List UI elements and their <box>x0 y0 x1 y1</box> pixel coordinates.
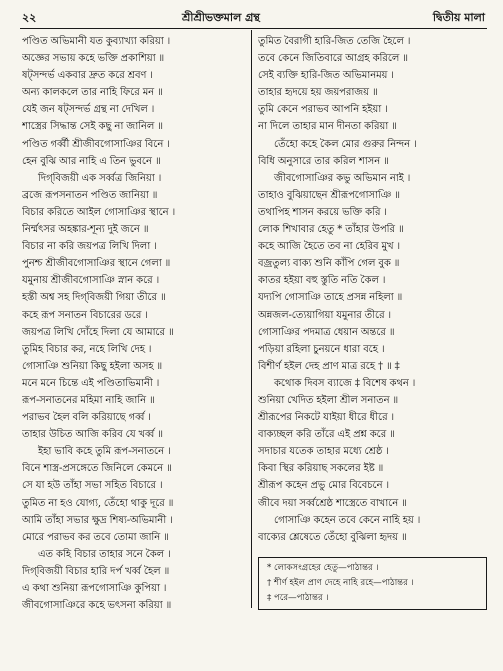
verse-line: বিচার করিতে আইল গোসাঞির স্থানে । <box>22 206 176 218</box>
verse-line: আমি তাঁহা সভার ক্ষুদ্র শিষ্য-অভিমানী । <box>22 514 173 526</box>
verse-line: পণ্ডিত গর্ব্বী শ্রীজীবগোসাঞির বিনে । <box>22 138 170 150</box>
verse-line: বিচার না করি জয়পত্র লিখি দিলা । <box>22 241 157 253</box>
page-number: ২২ <box>22 11 37 24</box>
verse-line: শুনিয়া খেদিত হইলা শ্রীল সনাতন ॥ <box>258 394 399 406</box>
right-column <box>258 33 488 546</box>
footnote: ‡ পরে—পাঠান্তর । <box>267 593 329 603</box>
verse-line: তুমিহ বিচার কর, নহে লিখি দেহ । <box>22 343 152 355</box>
verse-line: যদ্যপি গোসাঞি তাহে প্রসন্ন নহিলা ॥ <box>258 292 403 304</box>
left-column <box>22 33 252 614</box>
verse-line: এত কহি বিচার তাহার সনে কৈল । <box>38 548 171 560</box>
verse-line: মনে মনে চিন্তে এই পণ্ডিতাভিমানী । <box>22 377 160 389</box>
verse-line: তাহাও বুঝিয়াছেন শ্রীরূপগোসাঞি ॥ <box>258 189 400 201</box>
verse-line: বাক্যের শ্লেষেতে তেঁহো বুঝিলা হৃদয় ॥ <box>258 531 407 543</box>
verse-line: তাহার উচিত আজি করিব যে খর্ব্ব ॥ <box>22 429 163 441</box>
footnote: * লোকসংগ্রহের হেতু—পাঠান্তর । <box>267 563 379 573</box>
verse-line: জয়পত্র লিখি দোঁহে দিলা যে আমারে ॥ <box>22 326 174 338</box>
verse-line: পড়িয়া রহিলা চুনয়নে ধারা বহে । <box>258 343 385 355</box>
verse-line: লোক শিখাবার হেতু * তাঁহার উপরি ॥ <box>258 224 404 236</box>
verse-line: বাক্যচ্ছল করি তাঁরে এই প্রশ্ন করে ॥ <box>258 429 395 441</box>
verse-line: শ্রীরূপের নিকটে যাইয়া ধীরে ধীরে । <box>258 412 394 424</box>
verse-line: তথাপিহ শাসন করয়ে ভক্তি করি । <box>258 206 387 218</box>
verse-line: ব্রজে রূপসনাতন পণ্ডিত জানিয়া ॥ <box>22 189 158 201</box>
verse-line: গোসাঞি শুনিয়া কিছু হইলা অসহ ॥ <box>22 360 163 372</box>
header-rule <box>20 28 487 29</box>
verse-line: তুমি কেনে পরাভব আপনি হইয়া । <box>258 104 388 116</box>
verse-line: অজ্ঞের সভায় কহে ভক্তি প্রকাশিয়া ॥ <box>22 53 165 65</box>
verse-line: হেন বুঝি আর নাহি এ তিন ভুবনে ॥ <box>22 155 161 167</box>
verse-line: নির্ম্মৎসর অহঙ্কার-শূন্য দুই জনে ॥ <box>22 224 149 236</box>
verse-line: মোরে পরাভব কর তবে তোমা জানি ॥ <box>22 531 169 543</box>
verse-line: শ্রীরূপ কহেন প্রভু মোর বিবেচনে । <box>258 480 389 492</box>
verse-line: গোসাঞি কহেন তবে কেনে নাহি হয় । <box>274 514 421 526</box>
verse-line: জীবগোসাঞির কভু অভিমান নাই । <box>274 172 411 184</box>
verse-line: গোসাঞির পদমাত্র ধেয়ান অন্তরে ॥ <box>258 326 395 338</box>
verse-line: কথোক দিবস ব্যাজে ‡ বিশেষ কথন । <box>274 377 416 389</box>
verse-line: হস্তী অশ্ব সহ দিগ্‌বিজয়ী গিয়া তীরে ॥ <box>22 292 166 304</box>
verse-line: অন্য কালকলে তার নাহি ফিরে মন ॥ <box>22 87 163 99</box>
verse-line: কিবা স্থির করিয়াছ সকলের ইষ্ট ॥ <box>258 463 384 475</box>
verse-line: রূপ-সনাতনের মহিমা নাহি জানি ॥ <box>22 394 155 406</box>
verse-line: বিধি অনুসারে তার করিল শাসন ॥ <box>258 155 389 167</box>
verse-line: সে যা হউ তাঁহা সভা সহিত বিচারে । <box>22 480 163 492</box>
verse-line: তেঁহো কহে কৈল মোর গুরুর নিন্দন । <box>274 138 417 150</box>
verse-line: বজ্রতুল্য বাক্য শুনি কাঁপি গেল বুক ॥ <box>258 258 400 270</box>
verse-line: অন্নজল-ত্যেয়াগিয়া যমুনার তীরে । <box>258 309 391 321</box>
verse-line: কহে আজি হৈতে তব না হেরিব মুখ । <box>258 241 400 253</box>
verse-line: বিনে শাস্ত্র-প্রসঙ্গেতে জিনিলে কেমনে ॥ <box>22 463 172 475</box>
verse-line: জীবে দয়া সর্ব্বশ্রেষ্ঠ শাস্ত্রেতে বাখানে ॥ <box>258 497 407 509</box>
verse-line: না দিলে তাহার মান দীনতা করিয়া ॥ <box>258 121 397 133</box>
verse-line: পরাভব হৈল বলি করিয়াছে গর্ব্ব । <box>22 412 151 424</box>
verse-line: তাহার হৃদয়ে হয় জয়পরাজয় ॥ <box>258 87 378 99</box>
verse-line: শাস্ত্রের সিদ্ধান্ত সেই কছু না জানিল ॥ <box>22 121 163 133</box>
running-title: শ্রীশ্রীভক্তমাল গ্রন্থ <box>182 11 260 24</box>
verse-line: দিগ্‌বিজয়ী এক সর্ব্বত্র জিনিয়া । <box>38 172 162 184</box>
verse-line: দিগ্‌বিজয়ী বিচার হারি দর্প খর্ব্ব হৈল ॥ <box>22 565 170 577</box>
footnote-box <box>258 557 487 610</box>
footnote: † শীর্ণ হইল প্রাণ দেহে নাহি রহে—পাঠান্তর । <box>267 578 414 588</box>
verse-line: সদাচার যতেক তাহার মধ্যে শ্রেষ্ঠ । <box>258 446 389 458</box>
verse-line: বিশীর্ণ হইল দেহ প্রাণ মাত্র রহে † ॥ ‡ <box>258 360 400 372</box>
verse-line: এ কথা শুনিয়া রূপগোসাঞি কুপিয়া । <box>22 583 167 594</box>
verse-line: সেই ব্যক্তি হারি-জিত অভিমানময় । <box>258 70 394 82</box>
verse-line: কহে রূপ সনাতন বিচারের ডরে । <box>22 309 148 321</box>
verse-line: তুমিত না হও যোগ্য, তেঁহো থাকু দূরে ॥ <box>22 497 174 509</box>
verse-line: ইহা ভাবি কহে তুমি রূপ-সনাতনে । <box>38 446 171 458</box>
verse-line: কাতর হইয়া বহু স্তুতি নতি কৈল । <box>258 275 386 287</box>
verse-line: যমুনায় শ্রীজীবগোসাঞি স্নান করে । <box>22 275 160 287</box>
verse-line: তুমিত বৈরাগী হারি-জিত তেজি হৈলে । <box>258 36 411 47</box>
verse-line: তবে কেনে জিতিবারে আগ্রহ করিলে ॥ <box>258 53 408 65</box>
verse-line: পুনশ্চ শ্রীজীবগোসাঞির স্থানে গেলা ॥ <box>22 258 171 270</box>
verse-line: যেই জন ষট্‌সন্দর্ভ গ্রন্থ না দেখিল । <box>22 104 155 116</box>
verse-line: পণ্ডিত অভিমানী যত কুব্যাখ্যা করিয়া । <box>22 36 171 47</box>
section-label: দ্বিতীয় মালা <box>432 11 485 24</box>
verse-line: জীবগোসাঞিরে কহে ভৎসনা করিয়া ॥ <box>22 600 172 612</box>
page-header <box>22 10 485 26</box>
verse-line: ষট্‌সন্দর্ভ একবার দ্রুত করে শ্রবণ । <box>22 70 153 82</box>
